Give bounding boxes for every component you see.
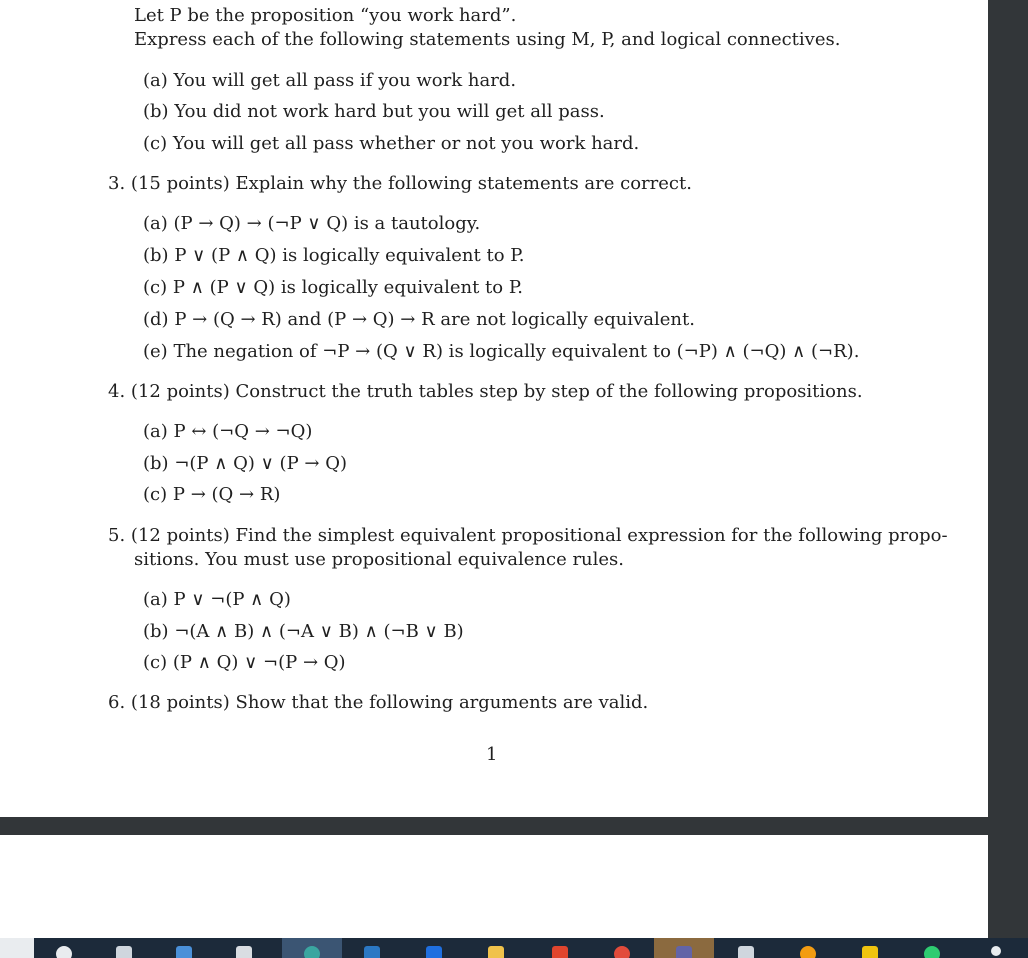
document-page-2 <box>0 835 988 938</box>
taskbar <box>0 938 1028 958</box>
list-item: (a) P ∨ ¬(P ∧ Q) <box>143 589 291 610</box>
list-item: (c) P ∧ (P ∨ Q) is logically equivalent to P. <box>143 277 524 298</box>
list-item: (c) (P ∧ Q) ∨ ¬(P → Q) <box>143 652 346 673</box>
list-item: (a) P ↔ (¬Q → ¬Q) <box>143 421 313 442</box>
edge-icon[interactable] <box>282 938 342 958</box>
pen-icon[interactable] <box>214 938 274 958</box>
dropbox-icon[interactable] <box>404 938 464 958</box>
list-item: (c) P → (Q → R) <box>143 484 281 505</box>
question-heading: 5. (12 points) Find the simplest equivalent propositional expression for the following propo- <box>108 525 948 546</box>
list-item: (b) ¬(A ∧ B) ∧ (¬A ∨ B) ∧ (¬B ∨ B) <box>143 621 464 642</box>
list-item: (b) P ∨ (P ∧ Q) is logically equivalent to P. <box>143 245 525 266</box>
intro-line: Express each of the following statements using M, P, and logical connectives. <box>134 29 841 50</box>
arc-icon[interactable] <box>778 938 838 958</box>
question-heading: 4. (12 points) Construct the truth tables step by step of the following propositions. <box>108 381 863 402</box>
list-item: (b) ¬(P ∧ Q) ∨ (P → Q) <box>143 453 347 474</box>
list-item: (d) P → (Q → R) and (P → Q) → R are not logically equivalent. <box>143 309 695 330</box>
start-button[interactable] <box>0 938 34 958</box>
app-round-icon[interactable] <box>902 938 962 958</box>
list-item: (b) You did not work hard but you will get all pass. <box>143 101 605 122</box>
mail-icon[interactable] <box>342 938 402 958</box>
app-icon[interactable] <box>840 938 900 958</box>
search-icon[interactable] <box>34 938 94 958</box>
viewer-scroll-area[interactable] <box>988 0 1028 938</box>
question-heading: 3. (15 points) Explain why the following statements are correct. <box>108 173 692 194</box>
list-item: (a) (P → Q) → (¬P ∨ Q) is a tautology. <box>143 213 481 234</box>
store-icon[interactable] <box>154 938 214 958</box>
task-view-icon[interactable] <box>94 938 154 958</box>
page-number: 1 <box>486 744 498 765</box>
notes-icon[interactable] <box>716 938 776 958</box>
question-heading-line2: sitions. You must use propositional equivalence rules. <box>134 549 625 570</box>
list-item: (a) You will get all pass if you work hard. <box>143 70 517 91</box>
list-item: (e) The negation of ¬P → (Q ∨ R) is logically equivalent to (¬P) ∧ (¬Q) ∧ (¬R). <box>143 341 860 362</box>
list-item: (c) You will get all pass whether or not you work hard. <box>143 133 640 154</box>
app-extra-icon[interactable] <box>966 938 1026 958</box>
office-icon[interactable] <box>530 938 590 958</box>
intro-line: Let P be the proposition “you work hard”. <box>134 5 517 26</box>
teams-icon[interactable] <box>654 938 714 958</box>
file-explorer-icon[interactable] <box>466 938 526 958</box>
question-heading: 6. (18 points) Show that the following arguments are valid. <box>108 692 649 713</box>
chrome-icon[interactable] <box>592 938 652 958</box>
